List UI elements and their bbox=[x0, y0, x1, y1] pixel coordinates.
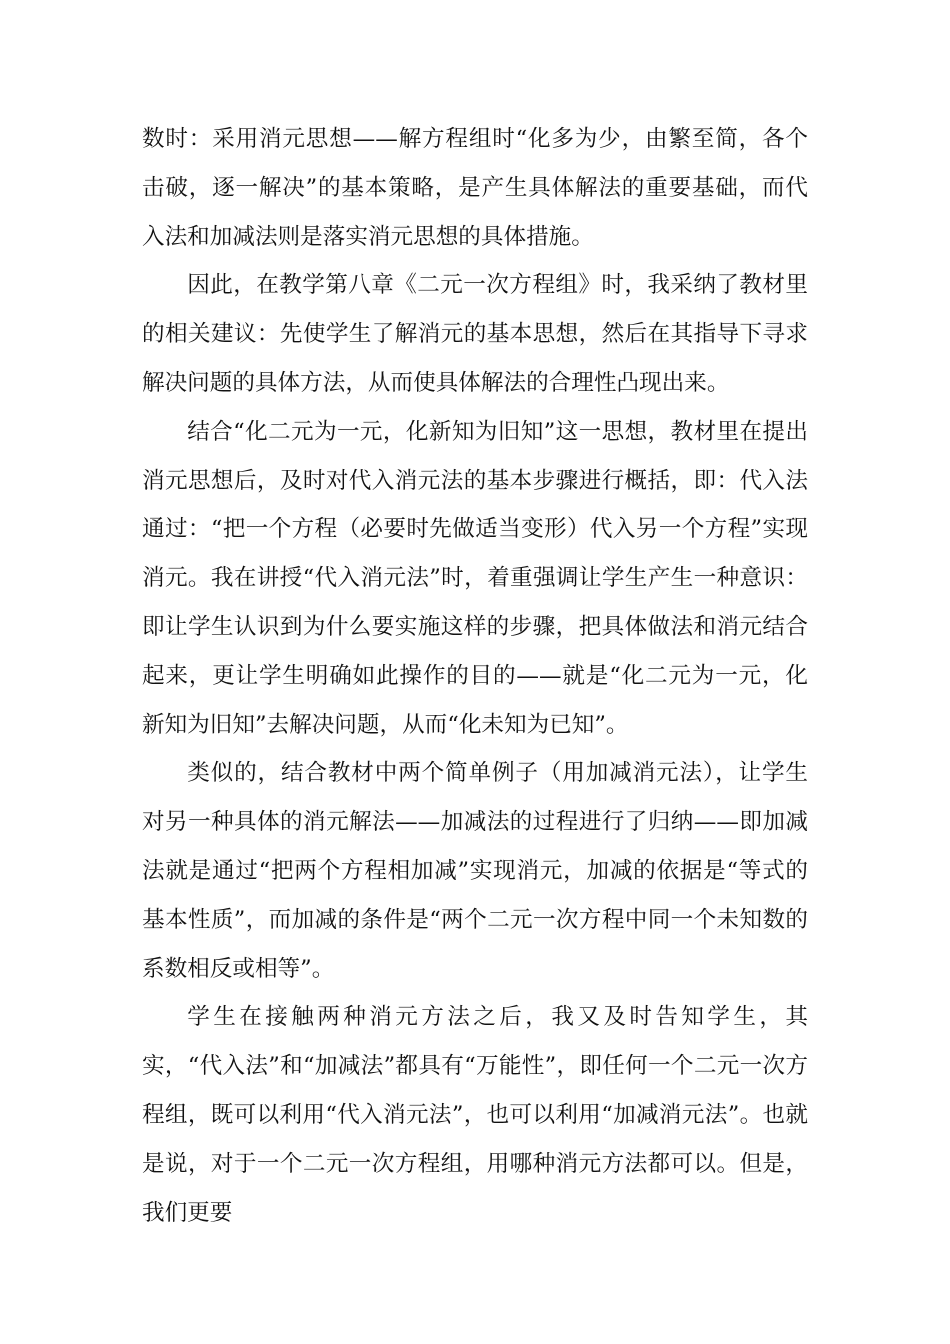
paragraph: 类似的，结合教材中两个简单例子（用加减消元法），让学生对另一种具体的消元解法——加减法的过程进行了归纳——即加减法就是通过“把两个方程相加减”实现消元，加减的依据是“等式的基本性质”，而加减的条件是“两个二元一次方程中同一个未知数的系数相反或相等”。 bbox=[142, 760, 808, 982]
paragraph: 学生在接触两种消元方法之后，我又及时告知学生，其实，“代入法”和“加减法”都具有“万能性”，即任何一个二元一次方程组，既可以利用“代入消元法”，也可以利用“加减消元法”。也就是说，对于一个二元一次方程组，用哪种消元方法都可以。但是，我们更要 bbox=[142, 1004, 808, 1226]
paragraph-continued: 数时：采用消元思想——解方程组时“化多为少，由繁至简，各个击破，逐一解决”的基本策略，是产生具体解法的重要基础，而代入法和加减法则是落实消元思想的具体措施。 bbox=[142, 126, 808, 250]
document-body bbox=[142, 115, 808, 1237]
paragraph: 因此，在教学第八章《二元一次方程组》时，我采纳了教材里的相关建议：先使学生了解消元的基本思想，然后在其指导下寻求解决问题的具体方法，从而使具体解法的合理性凸现出来。 bbox=[142, 272, 808, 396]
paragraph: 结合“化二元为一元，化新知为旧知”这一思想，教材里在提出消元思想后，及时对代入消元法的基本步骤进行概括，即：代入法通过：“把一个方程（必要时先做适当变形）代入另一个方程”实现消元。我在讲授“代入消元法”时，着重强调让学生产生一种意识：即让学生认识到为什么要实施这样的步骤，把具体做法和消元结合起来，更让学生明确如此操作的目的——就是“化二元为一元，化新知为旧知”去解决问题，从而“化未知为已知”。 bbox=[142, 418, 808, 738]
